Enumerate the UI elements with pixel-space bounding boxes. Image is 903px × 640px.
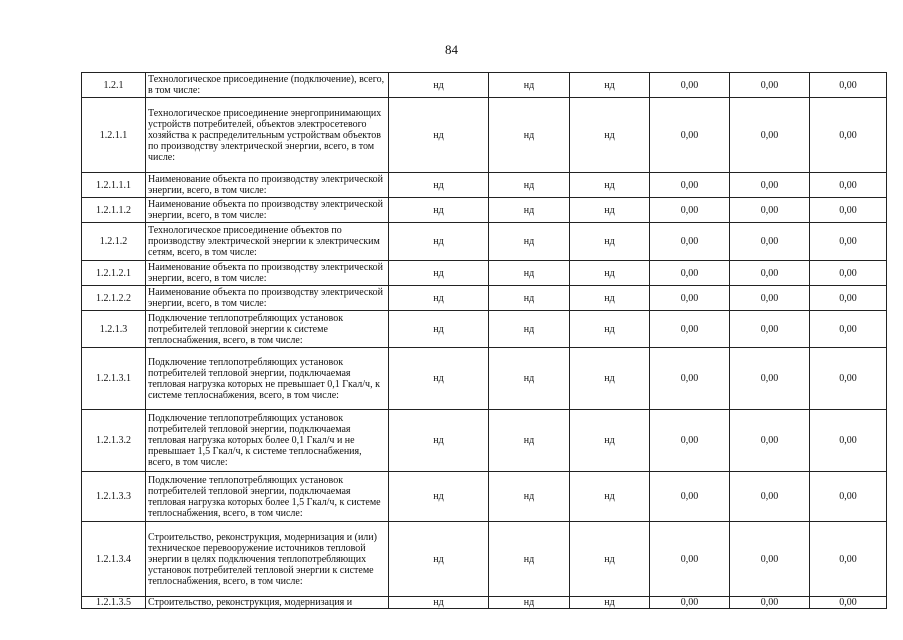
table-row — [82, 198, 887, 223]
row-value: 0,00 — [730, 261, 810, 286]
row-value: нд — [389, 286, 489, 311]
row-value: 0,00 — [730, 286, 810, 311]
row-value: 0,00 — [810, 311, 887, 348]
row-code: 1.2.1 — [82, 73, 146, 98]
row-value: нд — [489, 410, 570, 472]
row-code: 1.2.1.1 — [82, 98, 146, 173]
table-row — [82, 73, 887, 98]
row-value: нд — [570, 597, 650, 609]
table-row — [82, 410, 887, 472]
row-description: Наименование объекта по производству электрической энергии, всего, в том числе: — [146, 261, 389, 286]
row-value: 0,00 — [810, 522, 887, 597]
table-row — [82, 223, 887, 261]
row-value: 0,00 — [810, 98, 887, 173]
row-description: Строительство, реконструкция, модернизация и (или) техническое перевооружение источников тепловой энергии в целях подключения теплопотребляющих установок потребителей тепловой энергии к системе теплоснабжения, всего, в том числе: — [146, 522, 389, 597]
row-value: 0,00 — [810, 73, 887, 98]
row-value: нд — [489, 223, 570, 261]
row-value: 0,00 — [730, 223, 810, 261]
row-value: нд — [489, 261, 570, 286]
row-value: нд — [570, 348, 650, 410]
row-value: нд — [389, 311, 489, 348]
row-value: нд — [570, 472, 650, 522]
row-value: нд — [570, 410, 650, 472]
row-value: 0,00 — [650, 98, 730, 173]
row-value: нд — [389, 223, 489, 261]
row-value: нд — [489, 522, 570, 597]
row-code: 1.2.1.3.4 — [82, 522, 146, 597]
table-row — [82, 173, 887, 198]
row-description: Подключение теплопотребляющих установок потребителей тепловой энергии к системе теплоснабжения, всего, в том числе: — [146, 311, 389, 348]
row-value: 0,00 — [650, 522, 730, 597]
row-value: 0,00 — [810, 472, 887, 522]
row-description: Наименование объекта по производству электрической энергии, всего, в том числе: — [146, 198, 389, 223]
row-value: 0,00 — [810, 410, 887, 472]
row-value: 0,00 — [650, 472, 730, 522]
row-value: 0,00 — [730, 311, 810, 348]
row-value: 0,00 — [810, 261, 887, 286]
row-value: нд — [389, 597, 489, 609]
table-row — [82, 472, 887, 522]
row-value: 0,00 — [810, 198, 887, 223]
data-table — [81, 72, 887, 609]
row-description: Технологическое присоединение объектов по производству электрической энергии к электрическим сетям, всего, в том числе: — [146, 223, 389, 261]
row-value: нд — [570, 223, 650, 261]
table-row — [82, 311, 887, 348]
row-value: нд — [389, 348, 489, 410]
row-value: нд — [389, 522, 489, 597]
row-description: Строительство, реконструкция, модернизация и — [146, 597, 389, 609]
row-description: Технологическое присоединение (подключение), всего, в том числе: — [146, 73, 389, 98]
row-value: нд — [570, 286, 650, 311]
row-value: нд — [570, 198, 650, 223]
row-value: 0,00 — [730, 472, 810, 522]
row-value: нд — [570, 311, 650, 348]
row-description: Наименование объекта по производству электрической энергии, всего, в том числе: — [146, 173, 389, 198]
table-row — [82, 261, 887, 286]
row-value: 0,00 — [650, 311, 730, 348]
row-code: 1.2.1.1.1 — [82, 173, 146, 198]
row-code: 1.2.1.2.2 — [82, 286, 146, 311]
row-code: 1.2.1.2.1 — [82, 261, 146, 286]
row-value: 0,00 — [730, 410, 810, 472]
row-value: нд — [389, 472, 489, 522]
row-value: 0,00 — [810, 223, 887, 261]
row-value: 0,00 — [650, 348, 730, 410]
row-value: нд — [489, 472, 570, 522]
row-value: нд — [389, 410, 489, 472]
table-row — [82, 522, 887, 597]
row-value: 0,00 — [810, 173, 887, 198]
row-value: 0,00 — [730, 348, 810, 410]
row-value: 0,00 — [650, 173, 730, 198]
row-code: 1.2.1.2 — [82, 223, 146, 261]
row-value: нд — [389, 173, 489, 198]
row-value: нд — [570, 98, 650, 173]
row-value: 0,00 — [810, 597, 887, 609]
row-code: 1.2.1.3.1 — [82, 348, 146, 410]
table-row — [82, 348, 887, 410]
row-value: 0,00 — [810, 286, 887, 311]
row-value: 0,00 — [730, 73, 810, 98]
row-value: нд — [489, 198, 570, 223]
row-description: Подключение теплопотребляющих установок потребителей тепловой энергии, подключаемая тепловая нагрузка которых не превышает 0,1 Гкал/ч, к системе теплоснабжения, всего, в том числе: — [146, 348, 389, 410]
row-value: 0,00 — [650, 286, 730, 311]
row-value: нд — [570, 73, 650, 98]
row-value: 0,00 — [650, 261, 730, 286]
row-value: 0,00 — [730, 597, 810, 609]
row-description: Наименование объекта по производству электрической энергии, всего, в том числе: — [146, 286, 389, 311]
row-description: Подключение теплопотребляющих установок потребителей тепловой энергии, подключаемая тепловая нагрузка которых более 0,1 Гкал/ч и не превышает 1,5 Гкал/ч, к системе теплоснабжения, всего, в том числе: — [146, 410, 389, 472]
row-value: 0,00 — [650, 223, 730, 261]
row-value: нд — [389, 98, 489, 173]
row-value: нд — [570, 173, 650, 198]
row-value: нд — [489, 98, 570, 173]
row-value: нд — [489, 311, 570, 348]
page-number: 84 — [445, 42, 458, 57]
row-value: 0,00 — [810, 348, 887, 410]
row-value: 0,00 — [730, 98, 810, 173]
row-value: нд — [389, 198, 489, 223]
row-value: 0,00 — [650, 198, 730, 223]
row-value: нд — [570, 522, 650, 597]
table-row — [82, 98, 887, 173]
row-code: 1.2.1.3.2 — [82, 410, 146, 472]
row-value: нд — [570, 261, 650, 286]
row-value: нд — [489, 73, 570, 98]
row-description: Подключение теплопотребляющих установок потребителей тепловой энергии, подключаемая тепловая нагрузка которых более 1,5 Гкал/ч, к системе теплоснабжения, всего, в том числе: — [146, 472, 389, 522]
row-value: 0,00 — [730, 198, 810, 223]
row-value: нд — [489, 348, 570, 410]
table-row — [82, 597, 887, 609]
row-description: Технологическое присоединение энергопринимающих устройств потребителей, объектов электросетевого хозяйства к распределительным устройствам объектов по производству электрической энергии, всего, в том числе: — [146, 98, 389, 173]
row-value: 0,00 — [730, 522, 810, 597]
row-value: нд — [389, 261, 489, 286]
row-code: 1.2.1.3.3 — [82, 472, 146, 522]
row-code: 1.2.1.3.5 — [82, 597, 146, 609]
row-code: 1.2.1.1.2 — [82, 198, 146, 223]
row-value: 0,00 — [650, 410, 730, 472]
row-value: нд — [489, 173, 570, 198]
row-value: нд — [389, 73, 489, 98]
row-code: 1.2.1.3 — [82, 311, 146, 348]
row-value: 0,00 — [650, 73, 730, 98]
table-row — [82, 286, 887, 311]
row-value: 0,00 — [650, 597, 730, 609]
row-value: нд — [489, 286, 570, 311]
row-value: нд — [489, 597, 570, 609]
row-value: 0,00 — [730, 173, 810, 198]
